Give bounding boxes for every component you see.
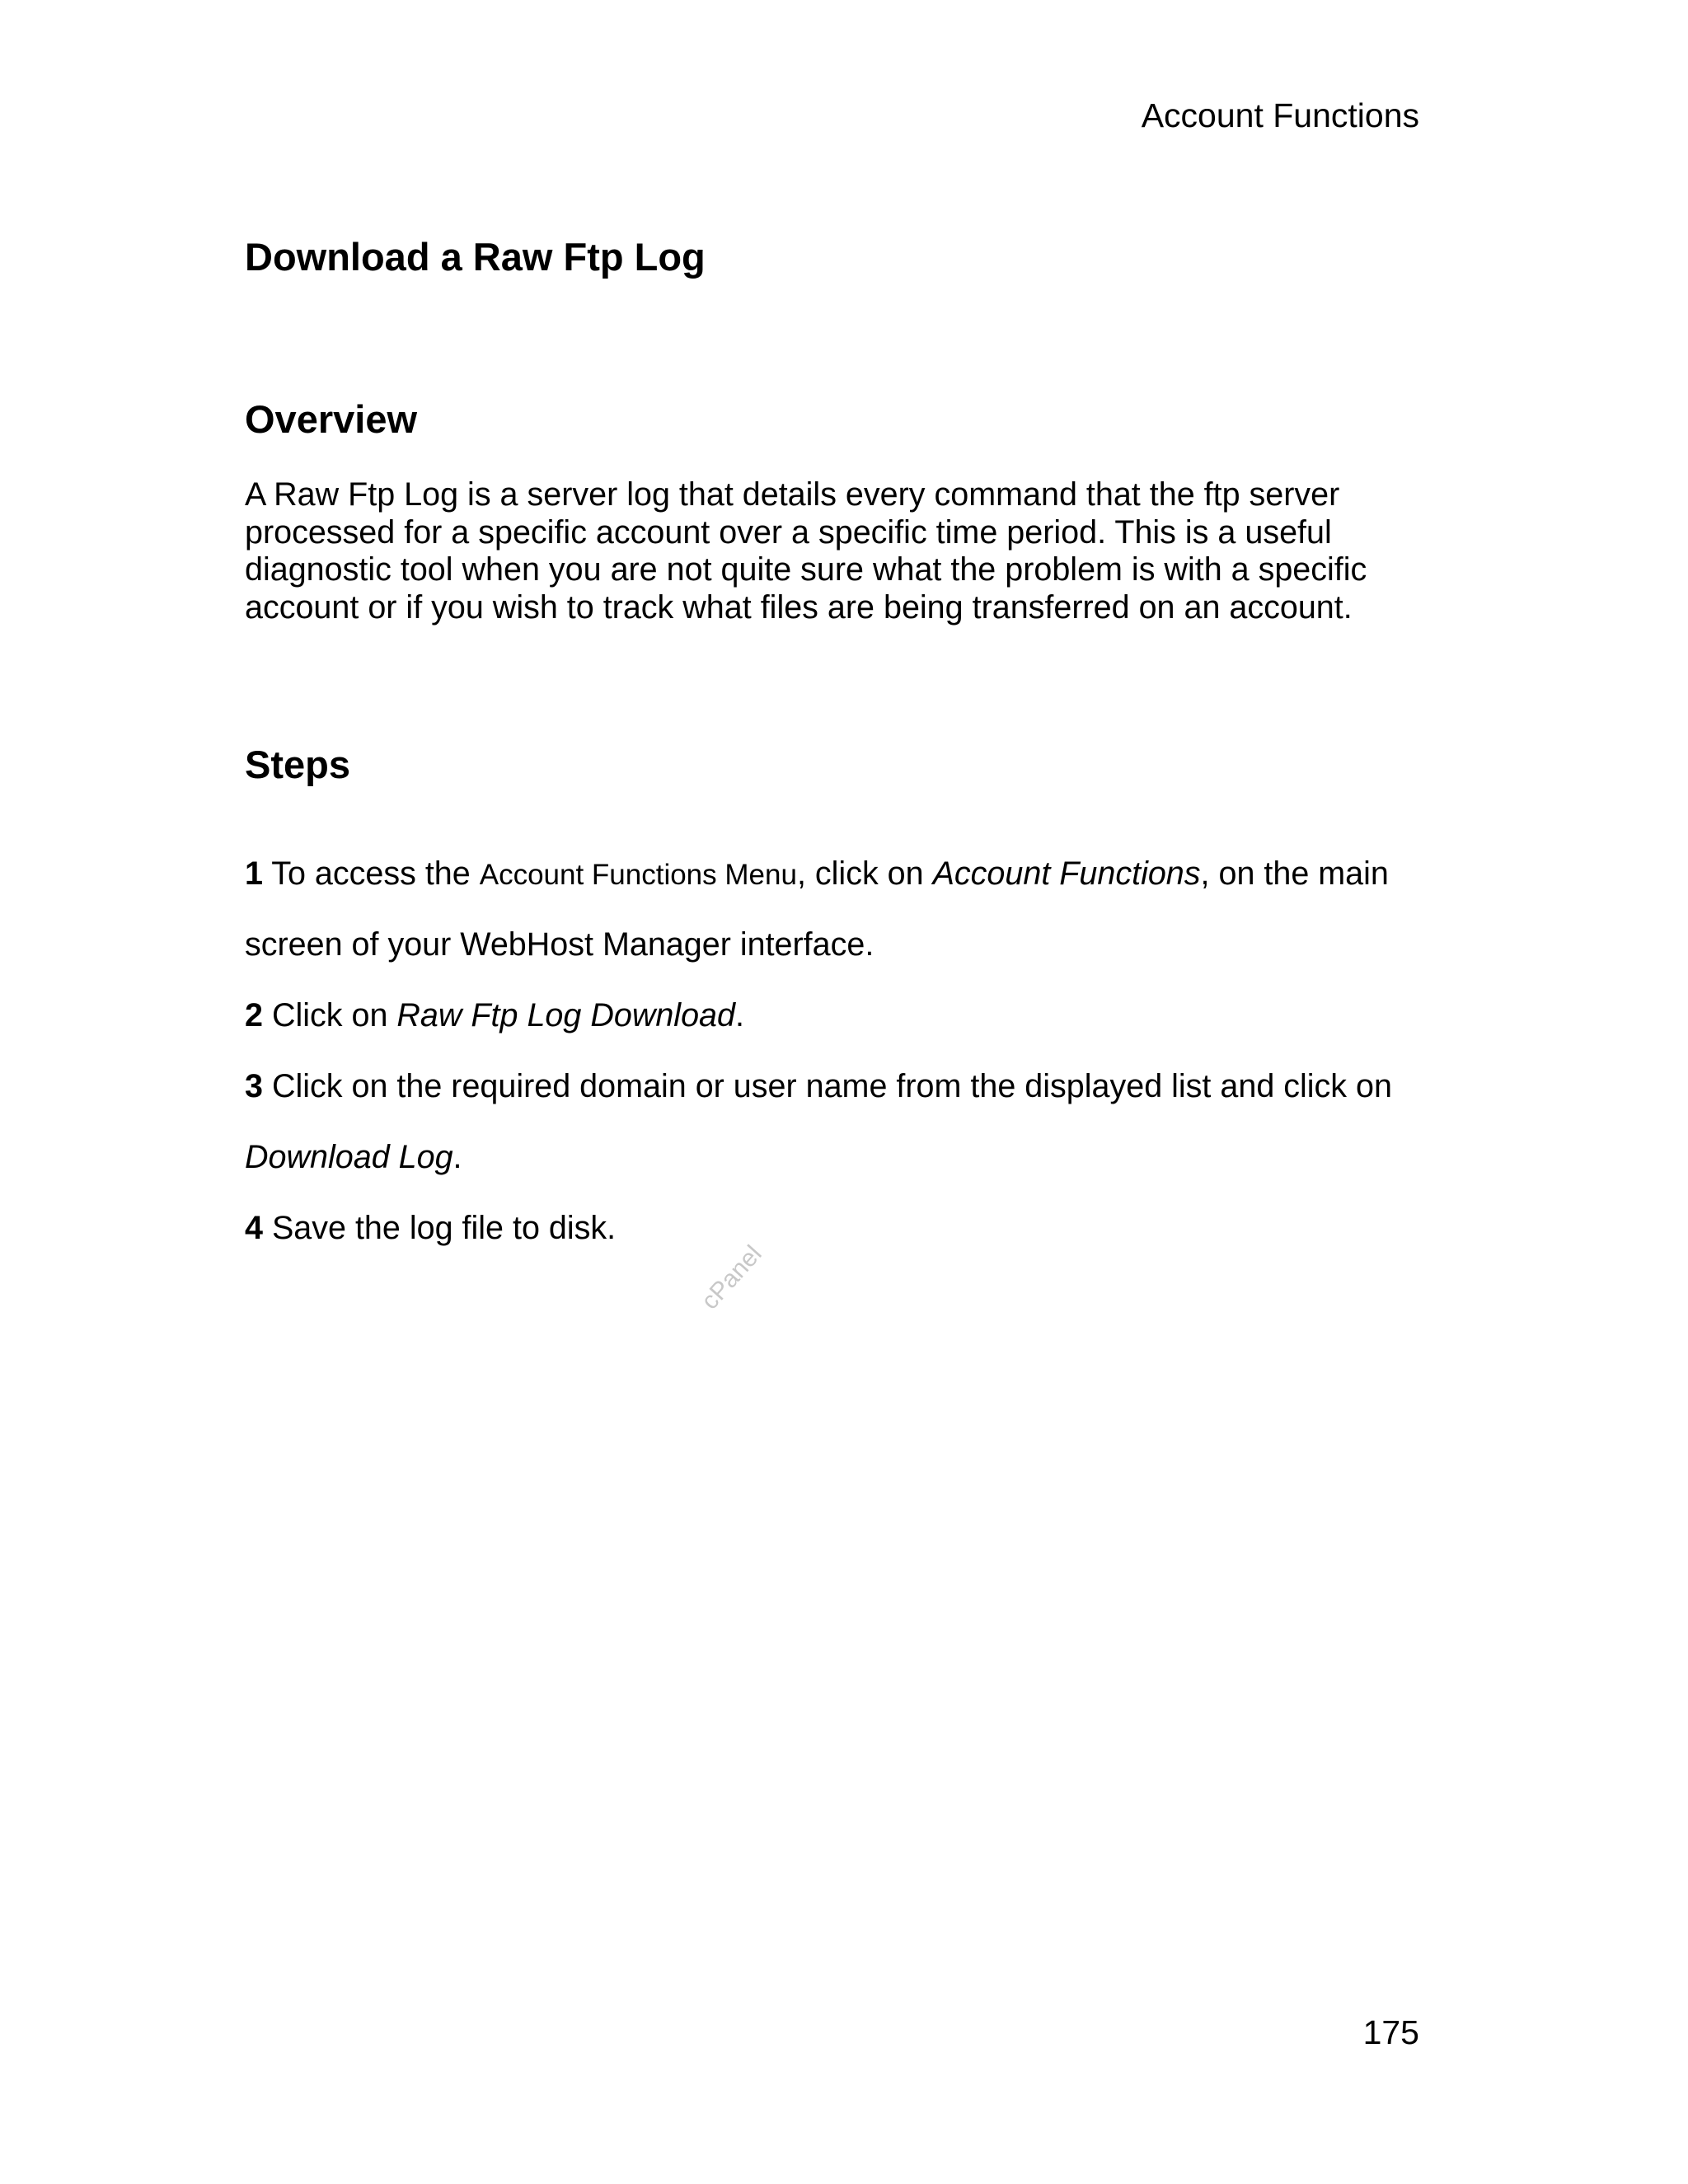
step-text: . [452, 1139, 462, 1175]
step-number: 1 [245, 855, 263, 892]
overview-line: diagnostic tool when you are not quite sure what the problem is with a specific [245, 551, 1367, 588]
step-number: 4 [245, 1210, 263, 1246]
step-ui-label: Download Log [245, 1139, 453, 1175]
step-4 [245, 1208, 616, 1248]
step-text: . [735, 997, 744, 1033]
overview-line: account or if you wish to track what files are being transferred on an account. [245, 588, 1353, 626]
step-ui-label: Raw Ftp Log Download [396, 997, 735, 1033]
overview-line: A Raw Ftp Log is a server log that details every command that the ftp server [245, 476, 1340, 513]
running-header: Account Functions [1141, 96, 1419, 134]
step-text: To access the [262, 855, 480, 892]
step-ui-label: Account Functions [932, 855, 1201, 892]
watermark: cPanel [696, 1240, 767, 1315]
overview-line: processed for a specific account over a specific time period. This is a useful [245, 513, 1332, 551]
step-1 [245, 854, 1389, 895]
step-text: , on the main [1200, 855, 1389, 892]
page-number: 175 [1362, 2013, 1419, 2051]
step-text: , click on [796, 855, 933, 892]
step-text: Click on the required domain or user name from the displayed list and click on [262, 1068, 1392, 1104]
step-1-continued: screen of your WebHost Manager interface. [245, 926, 874, 963]
steps-heading: Steps [245, 743, 350, 786]
step-number: 3 [245, 1068, 263, 1104]
step-3 [245, 1066, 1392, 1106]
step-3-continued [245, 1137, 462, 1177]
overview-paragraph [245, 476, 1440, 626]
step-text: Click on [262, 997, 397, 1033]
overview-heading: Overview [245, 397, 418, 441]
page-title: Download a Raw Ftp Log [245, 235, 706, 279]
step-menu-name: Account Functions Menu [479, 859, 797, 891]
step-text: Save the log file to disk. [262, 1210, 617, 1246]
step-2 [245, 996, 744, 1035]
step-number: 2 [245, 997, 263, 1033]
